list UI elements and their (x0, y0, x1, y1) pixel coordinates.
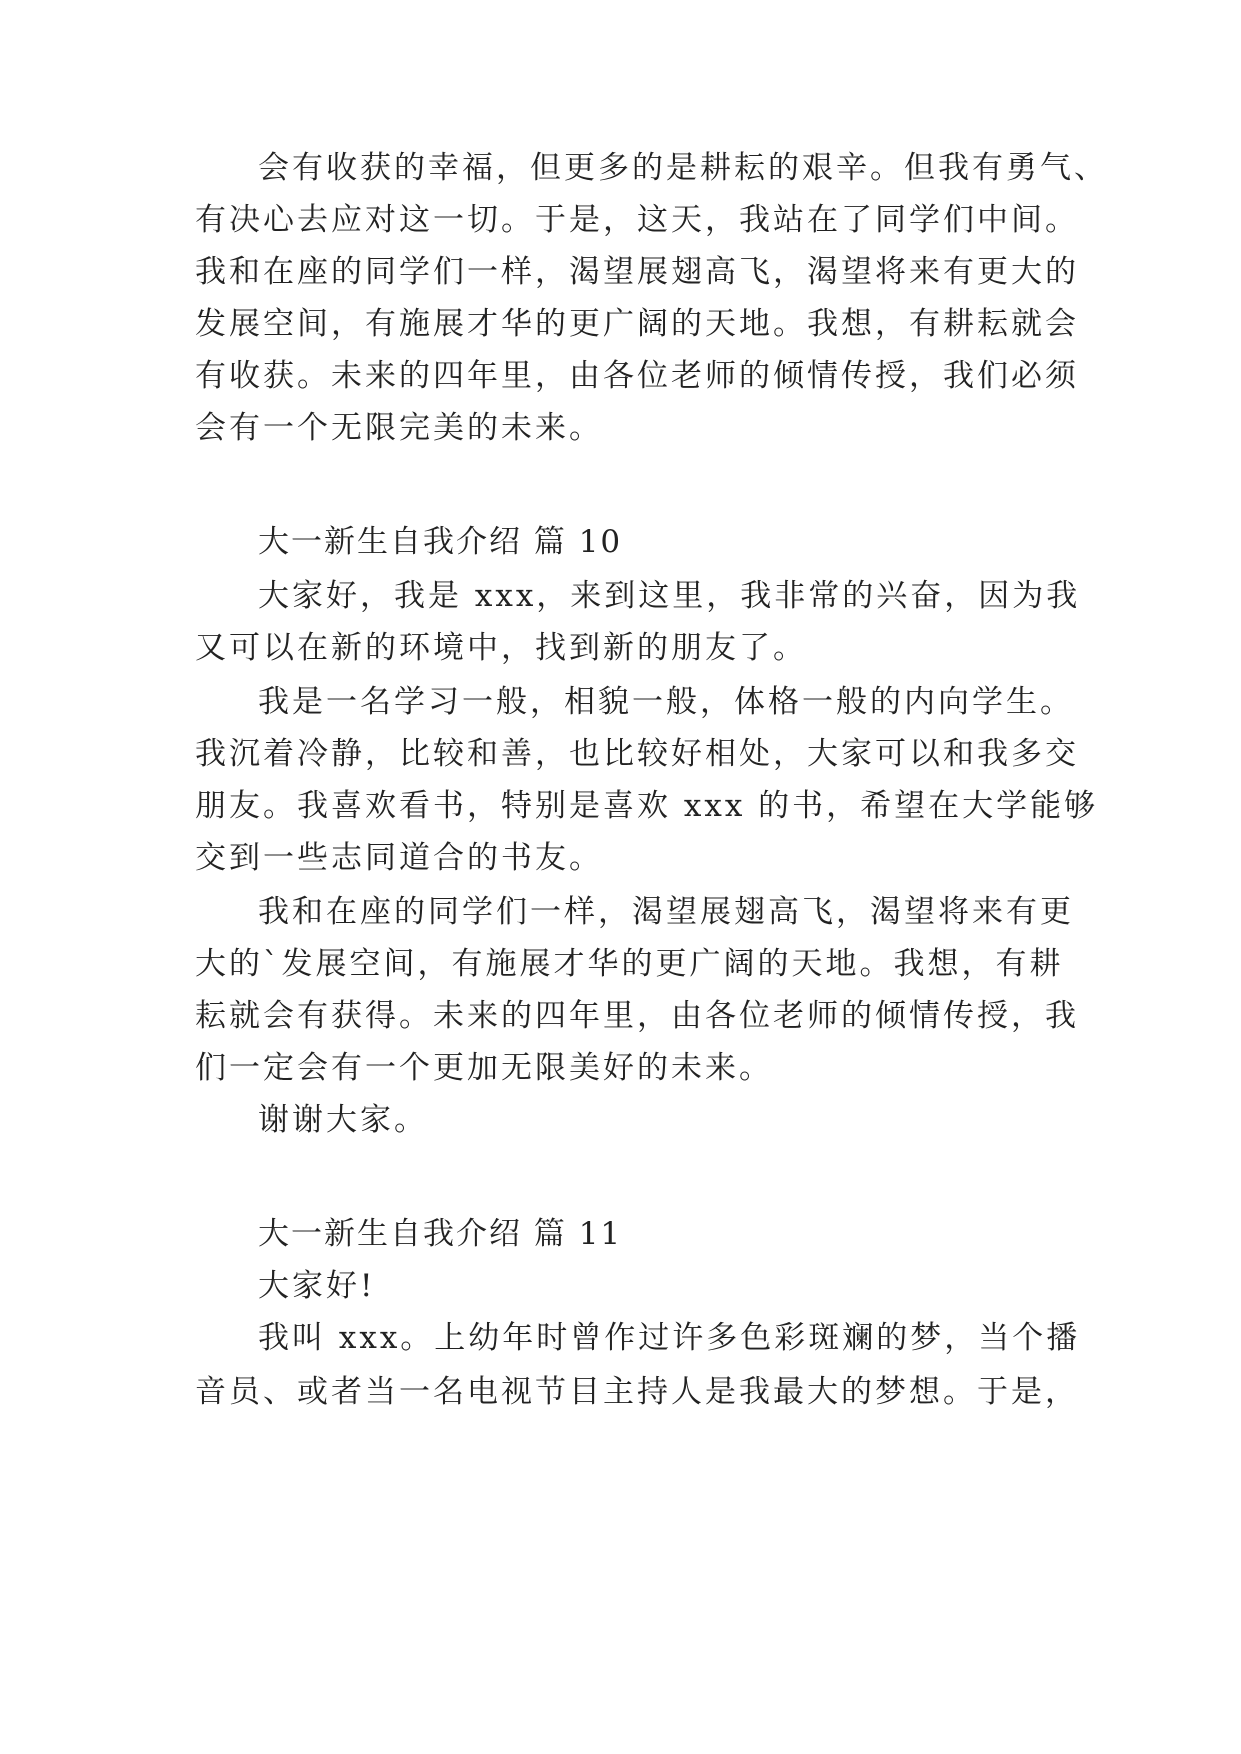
paragraph-line: 们一定会有一个更加无限美好的未来。 (195, 1050, 773, 1086)
paragraph-line: 有决心去应对这一切。于是，这天，我站在了同学们中间。 (195, 202, 1079, 238)
paragraph-line: 我叫 xxx。上幼年时曾作过许多色彩斑斓的梦，当个播 (258, 1320, 1081, 1356)
section-heading: 大一新生自我介绍 篇 10 (258, 524, 623, 560)
paragraph-line: 谢谢大家。 (258, 1102, 428, 1138)
paragraph-line: 大家好! (258, 1268, 376, 1304)
paragraph-line: 大的`发展空间，有施展才华的更广阔的天地。我想，有耕 (195, 946, 1064, 982)
paragraph-line: 我沉着冷静，比较和善，也比较好相处，大家可以和我多交 (195, 736, 1079, 772)
paragraph-line: 我是一名学习一般，相貌一般，体格一般的内向学生。 (258, 684, 1074, 720)
paragraph-line: 耘就会有获得。未来的四年里，由各位老师的倾情传授，我 (195, 998, 1079, 1034)
paragraph-line: 大家好，我是 xxx，来到这里，我非常的兴奋，因为我 (258, 578, 1081, 614)
paragraph-line: 会有收获的幸福，但更多的是耕耘的艰辛。但我有勇气、 (258, 150, 1108, 186)
paragraph-line: 发展空间，有施展才华的更广阔的天地。我想，有耕耘就会 (195, 306, 1079, 342)
paragraph-line: 交到一些志同道合的书友。 (195, 840, 603, 876)
paragraph-line: 我和在座的同学们一样，渴望展翅高飞，渴望将来有更 (258, 894, 1074, 930)
paragraph-line: 音员、或者当一名电视节目主持人是我最大的梦想。于是， (195, 1374, 1079, 1410)
paragraph-line: 又可以在新的环境中，找到新的朋友了。 (195, 630, 807, 666)
section-heading: 大一新生自我介绍 篇 11 (258, 1216, 623, 1252)
paragraph-line: 朋友。我喜欢看书，特别是喜欢 xxx 的书，希望在大学能够 (195, 788, 1099, 824)
paragraph-line: 有收获。未来的四年里，由各位老师的倾情传授，我们必须 (195, 358, 1079, 394)
paragraph-line: 会有一个无限完美的未来。 (195, 410, 603, 446)
paragraph-line: 我和在座的同学们一样，渴望展翅高飞，渴望将来有更大的 (195, 254, 1079, 290)
